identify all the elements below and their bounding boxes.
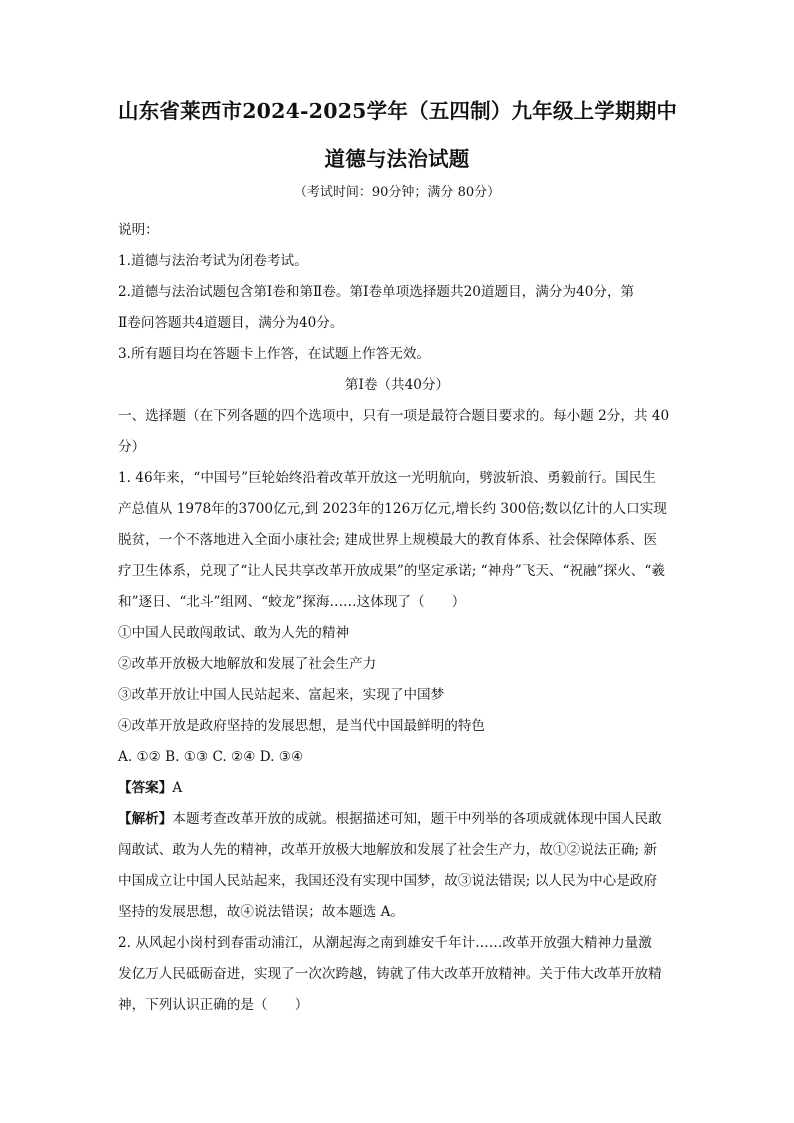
question-stem-line: 2. 从风起小岗村到春雷动浦江，从潮起海之南到雄安千年计……改革开放强大精神力量激 — [118, 935, 652, 951]
answer-line — [118, 773, 676, 804]
question-stem-line: 脱贫，一个不落地进入全面小康社会; 建成世界上规模最大的教育体系、社会保障体系、医 — [118, 532, 658, 548]
instructions-heading: 说明： — [118, 222, 159, 238]
instruction-item: 2.道德与法治试题包含第Ⅰ卷和第Ⅱ卷。第Ⅰ卷单项选择题共20道题目，满分为40分，第 — [118, 284, 635, 300]
analysis-line: 闯敢试、敢为人先的精神，改革开放极大地解放和发展了社会生产力，故①②说法正确; 新 — [118, 842, 658, 858]
section-heading-line: 一、选择题（在下列各题的四个选项中，只有一项是最符合题目要求的。每小题 2分，共 40 — [118, 408, 670, 424]
statement-item: ②改革开放极大地解放和发展了社会生产力 — [118, 656, 377, 672]
answer-value: A — [172, 780, 183, 796]
section-title: 第Ⅰ卷（共40分） — [344, 377, 450, 393]
question-stem-line: 疗卫生体系，兑现了“让人民共享改革开放成果”的坚定承诺; “神舟”飞天、“祝融”探火、“羲 — [118, 563, 665, 579]
analysis-line: 中国成立让中国人民站起来，我国还没有实现中国梦，故③说法错误; 以人民为中心是政府 — [118, 873, 658, 889]
document-title-line2: 道德与法治试题 — [324, 147, 470, 171]
question-stem-line: 产总值从 1978年的3700亿元,到 2023年的126万亿元,增长约 300倍;数以亿计的人口实现 — [118, 501, 667, 517]
document-title-line1: 山东省莱西市2024-2025学年（五四制）九年级上学期期中 — [118, 99, 678, 123]
question-stem-line: 1. 46年来，“中国号”巨轮始终沿着改革开放这一光明航向，劈波斩浪、勇毅前行。国民生 — [118, 470, 656, 486]
section-heading-line: 分） — [118, 439, 146, 455]
question-stem-line: 和”逐日、“北斗”组网、“蛟龙”探海……这体现了（ ） — [118, 594, 466, 610]
answer-label: 【答案】 — [118, 780, 173, 796]
analysis-line: 坚持的发展思想，故④说法错误；故本题选 A。 — [118, 904, 405, 920]
instruction-item: Ⅱ卷问答题共4道题目，满分为40分。 — [118, 315, 344, 331]
instruction-item: 3.所有题目均在答题卡上作答，在试题上作答无效。 — [118, 346, 431, 362]
question-stem-line: 发亿万人民砥砺奋进，实现了一次次跨越，铸就了伟大改革开放精神。关于伟大改革开放精 — [118, 966, 662, 982]
instructions-block — [118, 215, 676, 370]
exam-info: （考试时间：90分钟；满分 80分） — [293, 185, 501, 200]
answer-options: A. ①② B. ①③ C. ②④ D. ③④ — [118, 749, 304, 765]
analysis-text: 本题考查改革开放的成就。根据描述可知，题干中列举的各项成就体现中国人民敢 — [172, 811, 662, 827]
question-1 — [118, 463, 676, 928]
analysis-label: 【解析】 — [118, 811, 173, 827]
question-stem-line: 神，下列认识正确的是（ ） — [118, 997, 309, 1013]
statement-item: ④改革开放是政府坚持的发展思想，是当代中国最鲜明的特色 — [118, 718, 486, 734]
analysis-line — [118, 804, 676, 835]
statement-item: ①中国人民敢闯敢试、敢为人先的精神 — [118, 625, 350, 641]
instruction-item: 1.道德与法治考试为闭卷考试。 — [118, 253, 308, 269]
document-page — [118, 98, 676, 1021]
question-2 — [118, 928, 676, 1021]
statement-item: ③改革开放让中国人民站起来、富起来，实现了中国梦 — [118, 687, 445, 703]
